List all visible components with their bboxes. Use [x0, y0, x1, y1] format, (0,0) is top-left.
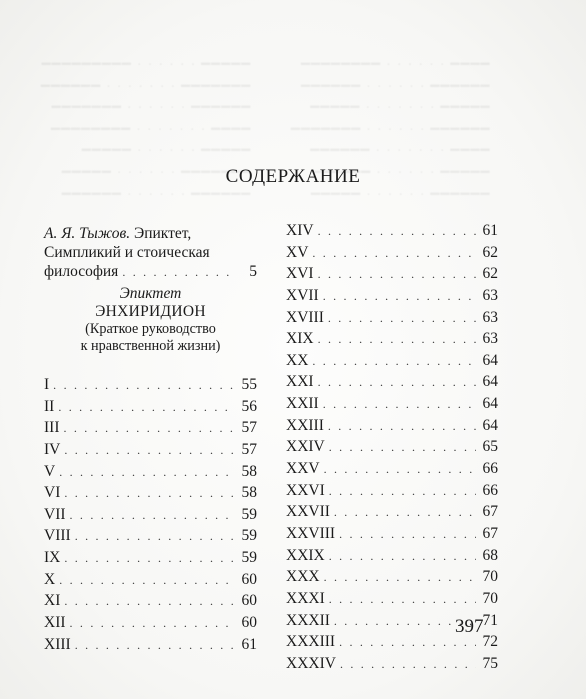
toc-entry	[286, 480, 498, 502]
toc-entry	[44, 634, 257, 656]
toc-entry-chapter: XVI	[286, 265, 314, 283]
toc-entry-chapter: XIII	[44, 635, 71, 653]
toc-entry-chapter: XII	[44, 614, 66, 632]
dot-leader	[323, 286, 476, 308]
toc-entry-page: 63	[482, 308, 498, 326]
toc-entry-page: 66	[482, 481, 498, 499]
toc-entry-page: 65	[482, 438, 498, 456]
toc-entry-chapter: XVII	[286, 286, 319, 304]
dot-leader	[329, 481, 476, 503]
dot-leader	[318, 264, 476, 286]
dot-leader	[328, 416, 476, 438]
contents-heading: СОДЕРЖАНИЕ	[225, 166, 361, 187]
toc-entry	[44, 461, 257, 483]
toc-entry-page: 59	[241, 527, 257, 545]
toc-entry-chapter: I	[44, 376, 50, 393]
toc-entry	[44, 504, 257, 526]
toc-entry-chapter: II	[44, 397, 55, 415]
dot-leader	[59, 570, 235, 592]
toc-entry-chapter: XXX	[286, 568, 320, 586]
intro-entry-title-part1: Эпиктет,	[133, 225, 192, 242]
dot-leader	[318, 372, 476, 394]
toc-entry	[286, 307, 498, 329]
toc-entry-chapter: XV	[286, 243, 309, 261]
toc-entry	[44, 374, 257, 396]
dot-leader	[64, 548, 235, 570]
toc-entry-page: 64	[482, 416, 498, 434]
toc-entry-page: 70	[482, 568, 498, 586]
work-subtitle-line2: к нравственной жизни)	[80, 338, 221, 354]
toc-entry-chapter: XVIII	[286, 308, 324, 326]
toc-entry-chapter: XXIV	[286, 438, 325, 456]
toc-entry	[44, 569, 257, 591]
toc-entry	[286, 458, 498, 480]
toc-entry-page: 62	[482, 243, 498, 261]
toc-entry-page: 58	[241, 462, 257, 480]
toc-entry-page: 72	[482, 633, 498, 651]
dot-leader	[334, 502, 476, 524]
work-name: ЭНХИРИДИОН	[95, 303, 206, 320]
toc-entry-page: 67	[482, 524, 498, 542]
toc-entry	[286, 220, 498, 242]
toc-entry-page: 75	[482, 654, 498, 672]
work-author: Эпиктет	[119, 285, 182, 302]
toc-entry-page: 55	[241, 376, 257, 393]
dot-leader	[64, 483, 235, 505]
left-chapter-list	[44, 374, 257, 655]
toc-entry-chapter: X	[44, 570, 56, 588]
toc-entry	[286, 285, 498, 307]
toc-entry	[286, 436, 498, 458]
toc-entry-chapter: VIII	[44, 527, 71, 545]
toc-entry	[286, 523, 498, 545]
toc-entry-chapter: IX	[44, 549, 61, 567]
toc-entry-chapter: XXXIII	[286, 633, 336, 651]
toc-entry-chapter: XXII	[286, 395, 319, 413]
toc-entry-chapter: XXVII	[286, 503, 330, 521]
toc-entry	[286, 545, 498, 567]
dot-leader	[324, 459, 476, 481]
toc-entry-chapter: XI	[44, 592, 61, 610]
toc-entry	[286, 588, 498, 610]
dot-leader	[318, 329, 476, 351]
toc-entry-chapter: XIV	[286, 222, 314, 239]
intro-entry-line1	[44, 224, 257, 243]
work-title-block	[44, 285, 257, 355]
toc-entry-chapter: IV	[44, 440, 61, 458]
toc-entry-chapter: XIX	[286, 330, 314, 348]
contents-left-column	[44, 224, 257, 655]
toc-entry-page: 61	[482, 222, 498, 239]
toc-entry	[44, 547, 257, 569]
intro-entry-title-part2: Симпликий и стоическая	[44, 244, 210, 261]
dot-leader	[64, 418, 236, 440]
toc-entry-page: 64	[482, 351, 498, 369]
toc-entry-page: 59	[241, 549, 257, 567]
toc-entry-page: 66	[482, 460, 498, 478]
toc-entry	[286, 263, 498, 285]
toc-entry-chapter: XXI	[286, 373, 314, 391]
toc-entry-page: 57	[241, 419, 257, 437]
page-number: 397	[455, 616, 484, 637]
intro-entry	[44, 224, 257, 281]
toc-entry-chapter: XXIII	[286, 416, 324, 434]
dot-leader	[329, 437, 476, 459]
toc-entry-page: 70	[482, 589, 498, 607]
dot-leader	[58, 397, 235, 419]
toc-entry-chapter: VII	[44, 505, 66, 523]
toc-entry	[286, 242, 498, 264]
toc-entry-chapter: III	[44, 419, 60, 437]
bleed-through-decoration: ━━━━━ · · · · · · ━━━━━━━━━ ━━━━━━━ · · · · · · · ━━━━━━ ━━━━━━ · · · · · · ━━━━━━━ ━━━━ · · · · · · · ━━━━━━━━ ━━━━━ · · · · · · ━━━━━ ━━━━━━━ · · · · · · ━━━━━ ━━━━━━ · · · · · · ━━━━━━	[40, 57, 251, 203]
dot-leader	[70, 505, 235, 527]
work-subtitle-line1: (Краткое руководство	[85, 321, 216, 337]
toc-entry	[44, 525, 257, 547]
toc-entry	[286, 393, 498, 415]
toc-entry-chapter: XXVIII	[286, 524, 336, 542]
toc-entry-chapter: V	[44, 462, 56, 480]
dot-leader	[324, 567, 476, 589]
dot-leader	[75, 526, 235, 548]
dot-leader	[328, 308, 476, 330]
dot-leader	[64, 440, 235, 462]
toc-entry	[44, 612, 257, 634]
dot-leader	[318, 221, 476, 243]
dot-leader	[59, 462, 235, 484]
toc-entry	[44, 482, 257, 504]
toc-entry-page: 64	[482, 373, 498, 391]
toc-entry-page: 59	[241, 505, 257, 523]
dot-leader	[64, 591, 235, 613]
toc-entry	[286, 653, 498, 675]
intro-entry-page: 5	[249, 263, 257, 280]
toc-entry-page: 61	[241, 635, 257, 653]
dot-leader	[329, 546, 476, 568]
toc-entry-page: 63	[482, 286, 498, 304]
toc-entry	[286, 501, 498, 523]
toc-entry-chapter: XXXII	[286, 611, 330, 629]
toc-entry	[286, 415, 498, 437]
intro-entry-last-line	[44, 262, 257, 281]
toc-entry-page: 57	[241, 440, 257, 458]
dot-leader	[340, 654, 476, 676]
toc-entry	[286, 328, 498, 350]
toc-entry-chapter: XXIX	[286, 546, 325, 564]
dot-leader	[75, 635, 235, 657]
dot-leader	[70, 613, 235, 635]
toc-entry	[286, 371, 498, 393]
dot-leader	[339, 524, 476, 546]
toc-entry-page: 71	[482, 611, 498, 629]
dot-leader	[312, 243, 476, 265]
intro-entry-title-part3: философия	[44, 263, 119, 280]
toc-entry	[44, 439, 257, 461]
toc-entry-chapter: XX	[286, 351, 309, 369]
right-chapter-list	[286, 220, 498, 674]
toc-entry-page: 68	[482, 546, 498, 564]
toc-entry-page: 62	[482, 265, 498, 283]
toc-entry-page: 60	[241, 592, 257, 610]
toc-entry-page: 63	[482, 330, 498, 348]
toc-entry	[44, 417, 257, 439]
toc-entry	[44, 396, 257, 418]
dot-leader	[329, 589, 476, 611]
toc-entry-page: 64	[482, 395, 498, 413]
toc-entry	[286, 350, 498, 372]
dot-leader	[323, 394, 476, 416]
toc-entry-chapter: XXV	[286, 460, 320, 478]
toc-entry-page: 56	[241, 397, 257, 415]
toc-entry-page: 58	[241, 484, 257, 502]
toc-entry-chapter: XXXIV	[286, 654, 336, 672]
toc-entry	[44, 590, 257, 612]
toc-entry-page: 60	[241, 570, 257, 588]
toc-entry-chapter: XXVI	[286, 481, 325, 499]
intro-entry-author: А. Я. Тыжов.	[44, 225, 131, 242]
dot-leader	[122, 263, 235, 282]
dot-leader	[53, 375, 235, 397]
toc-entry-chapter: VI	[44, 484, 61, 502]
dot-leader	[312, 351, 476, 373]
toc-entry-page: 60	[241, 614, 257, 632]
bleed-through-decoration-right: ━━━━ · · · · · · ━━━━━━━━ ━━━━━━ · · · · · · ━━━━━━ ━━━━━ · · · · · · · ━━━━━ ━━━━━━ · · · · · · ━━━━━━━ ━━━━ · · · · · · · ━━━━━━ ━━━━━ · · · · · · ━━━━━━ ━━━━━━ · · · · · · ━━━━━	[290, 57, 490, 203]
toc-entry	[286, 566, 498, 588]
toc-entry-page: 67	[482, 503, 498, 521]
toc-entry-chapter: XXXI	[286, 589, 325, 607]
